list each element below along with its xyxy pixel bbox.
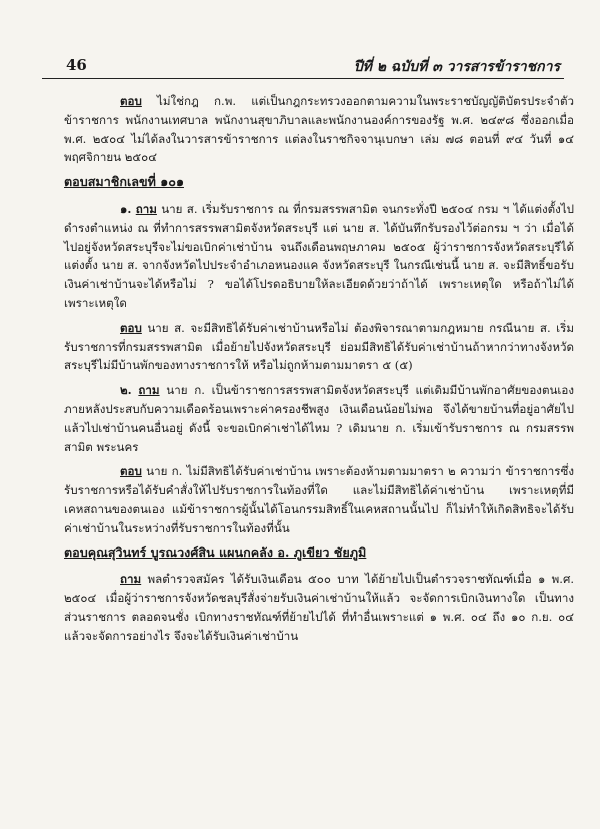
question-text: นาย ส. เริ่มรับราชการ ณ ที่กรมสรรพสามิต จนกระทั่งปี ๒๕๐๔ กรม ฯ ได้แต่งตั้งไปดำรงตำแหน่ง ณ ที่ทำการสรรพสามิตจังหวัดสระบุรี แต่ นาย ส. ได้บันทึกรับรองไว้ต่อกรม ฯ ว่า เมื่อได้ไปอยู่จังหวัดสระบุรีจะไม่ขอเบิกค่าเช่าบ้าน จนถึงเดือนพฤษภาคม ๒๕๐๕ ผู้ว่าราชการจังหวัดสระบุรีได้แต่งตั้ง นาย ส. จากจังหวัดไปประจำอำเภอหนองแค จังหวัดสระบุรี ในกรณีเช่นนี้ นาย ส. จะมีสิทธิ์ขอรับเงินค่าเช่าบ้านจะได้หรือไม่ ? ขอได้โปรดอธิบายให้ละเอียดด้วยว่าถ้าได้ เพราะเหตุใด หรือถ้าไม่ได้ เพราะเหตุใด bbox=[64, 201, 575, 310]
question-block bbox=[64, 570, 574, 645]
question-label: ถาม bbox=[120, 572, 142, 587]
running-head: ปีที่ ๒ ฉบับที่ ๓ วารสารข้าราชการ bbox=[353, 59, 560, 75]
answer-text: นาย ก. ไม่มีสิทธิได้รับค่าเช่าบ้าน เพราะต้องห้ามตามมาตรา ๒ ความว่า ข้าราชการซึ่งรับราชการหรือได้รับคำสั่งให้ไปรับราชการในท้องที่ใด และไม่มีสิทธิได้ค่าเช่าบ้าน เพราะเหตุที่มีเคหสถานของตนเอง แม้ข้าราชการผู้นั้นได้โอนกรรมสิทธิ์ในเคหสถานนั้นไป ก็ไม่ทำให้เกิดสิทธิจะได้รับค่าเช่าบ้านในระหว่างที่รับราชการในท้องที่นั้น bbox=[64, 464, 574, 535]
answer-block bbox=[64, 319, 574, 375]
question-label: ถาม bbox=[138, 383, 160, 398]
answer-label: ตอบ bbox=[120, 464, 142, 479]
question-block bbox=[64, 381, 574, 456]
answer-label: ตอบ bbox=[120, 94, 142, 108]
page-body bbox=[64, 92, 574, 652]
question-text: พลตำรวจสมัคร ได้รับเงินเดือน ๕๐๐ บาท ได้ย้ายไปเป็นตำรวจราชทัณฑ์เมื่อ ๑ พ.ศ. ๒๕๐๔ เมื่อผู้ว่าราชการจังหวัดชลบุรีสั่งจ่ายรับเงินค่าเช่าบ้านให้แล้ว จะจัดการเบิกเงินทางใด เป็นทางส่วนราชการ ตลอดจนชั่ง เบิกทางราชทัณฑ์ที่ย้ายไปได้ ที่ทำอื่นเพราะแต่ ๑ พ.ศ. ๐๔ ถึง ๑๐ ก.ย. ๐๔ แล้วจะจัดการอย่างไร จึงจะได้รับเงินค่าเช่าบ้าน bbox=[64, 572, 575, 643]
page-header bbox=[42, 56, 564, 79]
answer-block bbox=[64, 462, 574, 537]
page-number: 46 bbox=[66, 56, 87, 74]
question-number: ๒. bbox=[120, 383, 132, 398]
question-block bbox=[64, 200, 574, 313]
question-number: ๑. bbox=[120, 201, 132, 216]
section-heading: ตอบคุณสุวินทร์ บูรณวงศ์สิน แผนกคลัง อ. ภูเขียว ชัยภูมิ bbox=[64, 544, 367, 560]
answer-block bbox=[64, 92, 574, 167]
question-text: นาย ก. เป็นข้าราชการสรรพสามิตจังหวัดสระบุรี แต่เดิมมีบ้านพักอาศัยของตนเอง ภายหลังประสบกับความเดือดร้อนเพราะค่าครองชีพสูง เงินเดือนน้อยไม่พอ จึงได้ขายบ้านที่อยู่อาศัยไปแล้วไปเช่าบ้านคนอื่นอยู่ ดังนี้ จะขอเบิกค่าเช่าได้ไหม ? เดิมนาย ก. เริ่มเข้ารับราชการ ณ กรมสรรพสามิต พระนคร bbox=[64, 383, 574, 454]
question-label: ถาม bbox=[135, 201, 157, 216]
answer-label: ตอบ bbox=[120, 320, 142, 335]
answer-text: นาย ส. จะมีสิทธิได้รับค่าเช่าบ้านหรือไม่ ต้องพิจารณาตามกฎหมาย กรณีนาย ส. เริ่มรับราชการที่กรมสรรพสามิต เมื่อย้ายไปจังหวัดสระบุรี ย่อมมีสิทธิได้รับค่าเช่าบ้านถ้าหากว่าทางจังหวัดสระบุรีไม่มีบ้านพักของทางราชการให้ หรือไม่ถูกห้ามตามมาตรา ๕ (๕) bbox=[64, 320, 574, 373]
answer-text: ไม่ใช่กฎ ก.พ. แต่เป็นกฎกระทรวงออกตามความในพระราชบัญญัติบัตรประจำตัวข้าราชการ พนักงานเทศบาล พนักงานสุขาภิบาลและพนักงานองค์การของรัฐ พ.ศ. ๒๔๙๘ ซึ่งออกเมื่อ พ.ศ. ๒๕๐๔ ไม่ได้ลงในวารสารข้าราชการ แต่ลงในราชกิจจานุเบกษา เล่ม ๗๘ ตอนที่ ๙๔ วันที่ ๑๔ พฤศจิกายน ๒๕๐๔ bbox=[64, 94, 575, 165]
section-heading: ตอบสมาชิกเลขที่ ๑๐๑ bbox=[64, 174, 184, 190]
